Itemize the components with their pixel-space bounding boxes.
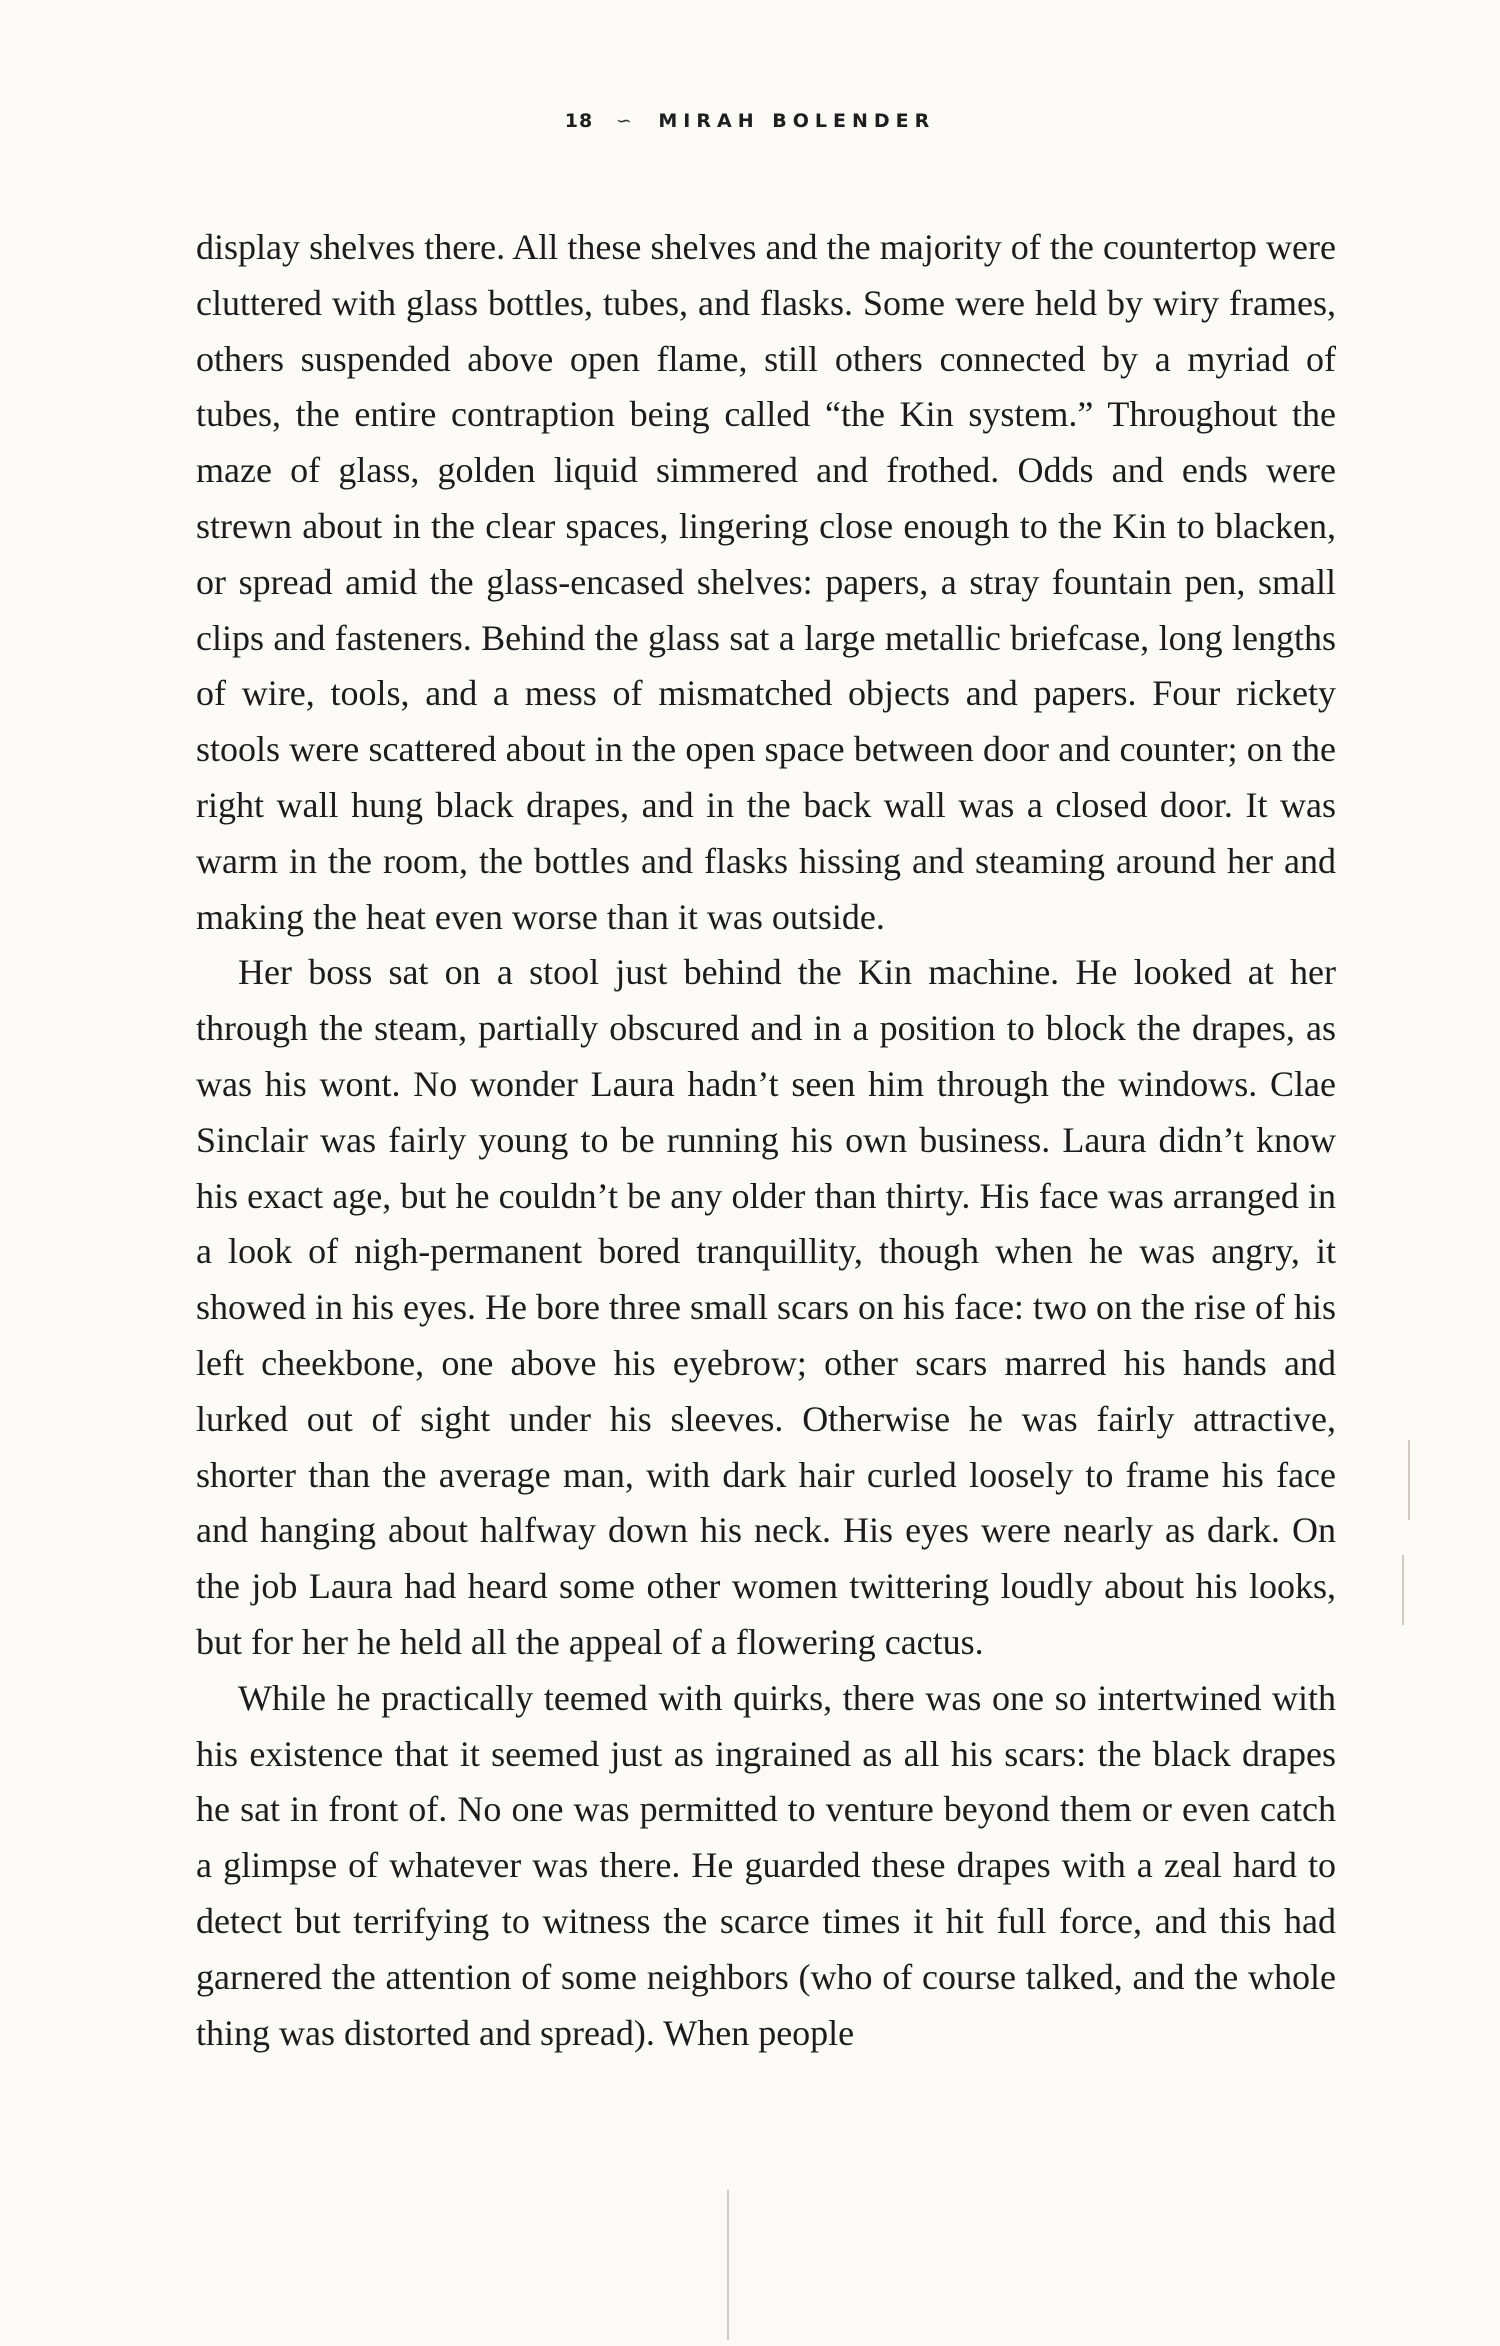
author-name: MIRAH BOLENDER <box>658 110 936 132</box>
body-text <box>196 220 1336 2061</box>
scan-artifact-right-2 <box>1402 1555 1404 1625</box>
scan-artifact-bottom <box>727 2190 729 2340</box>
page-number: 18 <box>564 110 594 132</box>
paragraph-1: display shelves there. All these shelves and the majority of the countertop were cluttered with glass bottles, tubes, and flasks. Some were held by wiry frames, others suspended above open flame, still others connected by a myriad of tubes, the entire contraption being called “the Kin system.” Throughout the maze of glass, golden liquid simmered and frothed. Odds and ends were strewn about in the clear spaces, lingering close enough to the Kin to blacken, or spread amid the glass-encased shelves: papers, a stray fountain pen, small clips and fasteners. Behind the glass sat a large metallic briefcase, long lengths of wire, tools, and a mess of mismatched objects and papers. Four rickety stools were scattered about in the open space between door and counter; on the right wall hung black drapes, and in the back wall was a closed door. It was warm in the room, the bottles and flasks hissing and steaming around her and making the heat even worse than it was outside. <box>196 227 1336 937</box>
paragraph-2: Her boss sat on a stool just behind the Kin machine. He looked at her through the steam, partially obscured and in a position to block the drapes, as was his wont. No wonder Laura hadn’t seen him through the windows. Clae Sinclair was fairly young to be running his own business. Laura didn’t know his exact age, but he couldn’t be any older than thirty. His face was arranged in a look of nigh-permanent bored tranquillity, though when he was angry, it showed in his eyes. He bore three small scars on his face: two on the rise of his left cheekbone, one above his eyebrow; other scars marred his hands and lurked out of sight under his sleeves. Otherwise he was fairly attractive, shorter than the average man, with dark hair curled loosely to frame his face and hanging about halfway down his neck. His eyes were nearly as dark. On the job Laura had heard some other women twittering loudly about his looks, but for her he held all the appeal of a flowering cactus. <box>196 952 1336 1662</box>
scan-artifact-right <box>1408 1440 1410 1520</box>
paragraph-3: While he practically teemed with quirks, there was one so intertwined with his existence that it seemed just as ingrained as all his scars: the black drapes he sat in front of. No one was permitted to venture beyond them or even catch a glimpse of whatever was there. He guarded these drapes with a zeal hard to detect but terrifying to witness the scarce times it hit full force, and this had garnered the attention of some neighbors (who of course talked, and the whole thing was distorted and spread). When people <box>196 1677 1336 2053</box>
ornament-icon: ∽ <box>615 110 632 132</box>
running-head <box>0 110 1500 132</box>
